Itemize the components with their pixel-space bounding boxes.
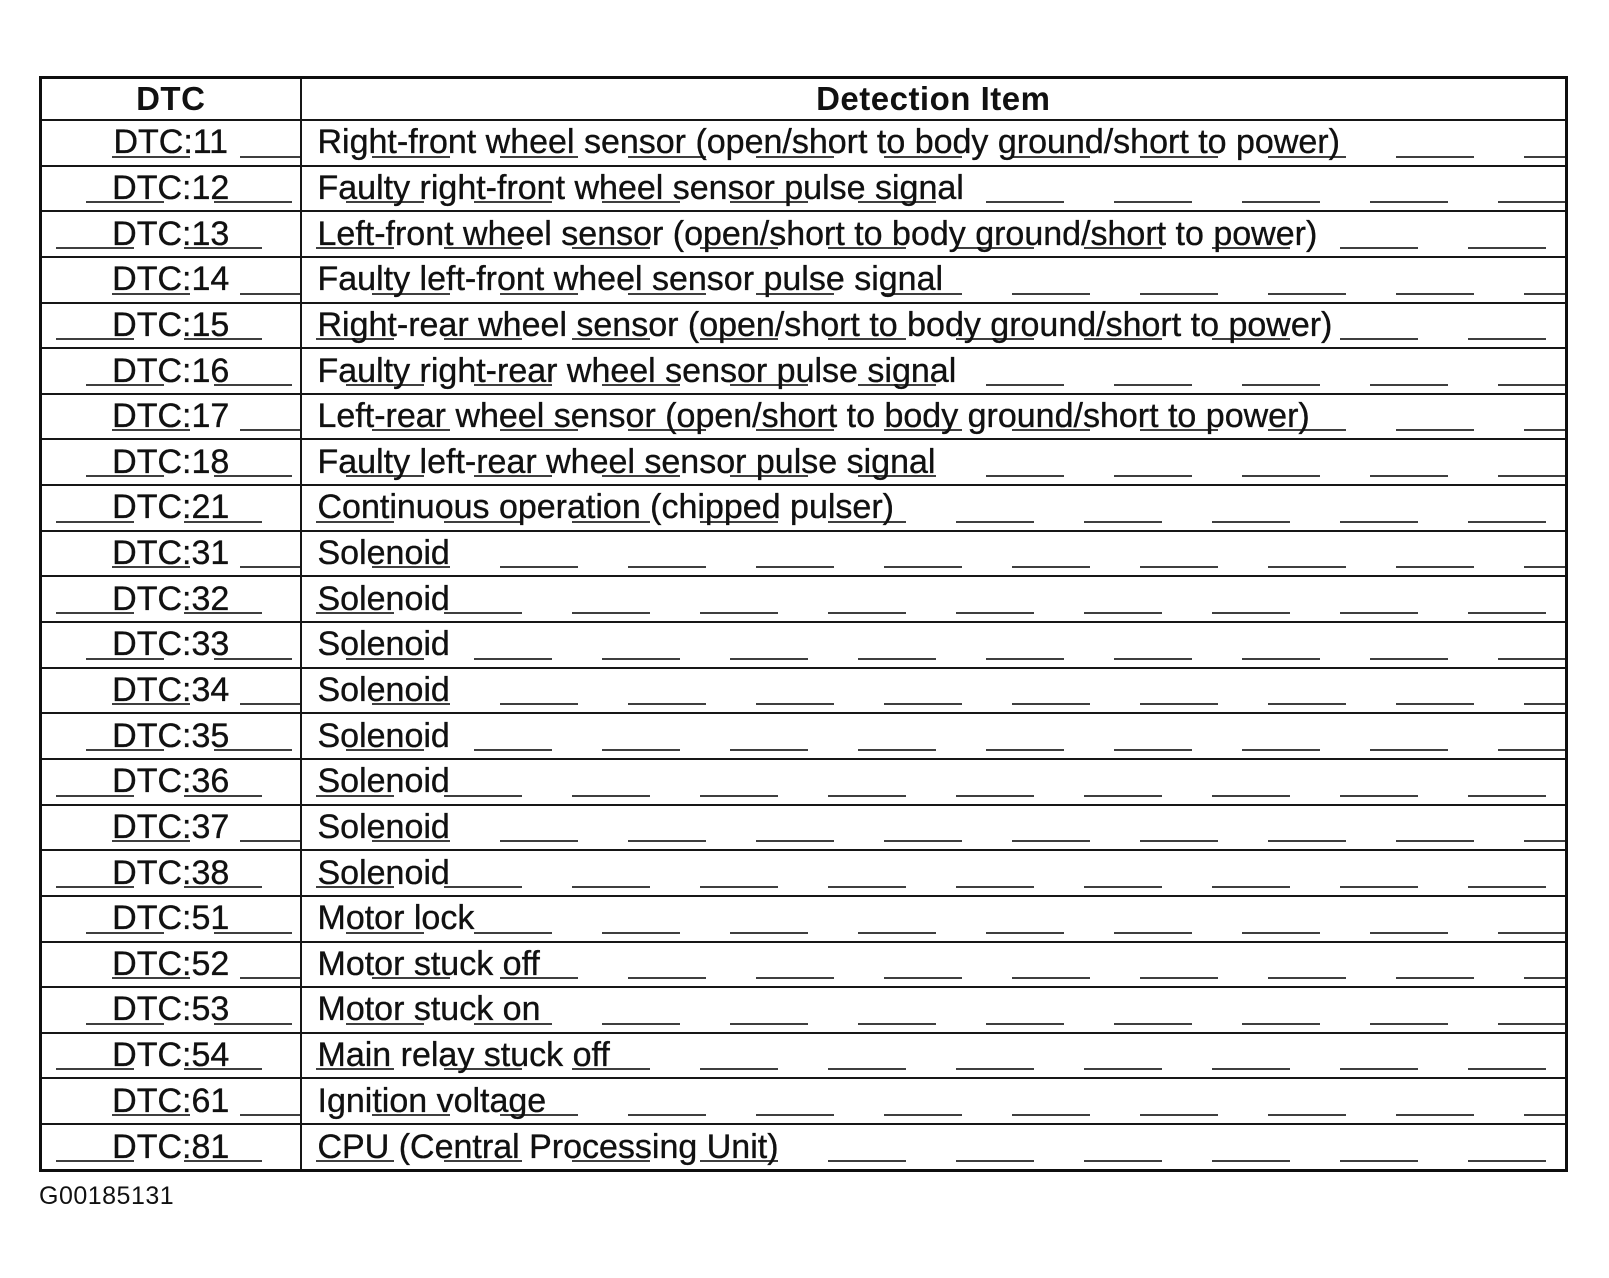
dtc-code-cell: DTC:18	[41, 439, 301, 485]
detection-item-cell: Solenoid	[301, 531, 1567, 577]
table-row	[41, 394, 1567, 440]
table-row	[41, 896, 1567, 942]
table-row	[41, 713, 1567, 759]
table-row	[41, 576, 1567, 622]
table-row	[41, 485, 1567, 531]
detection-item-cell: Solenoid	[301, 805, 1567, 851]
dtc-code-cell: DTC:51	[41, 896, 301, 942]
dtc-code-cell: DTC:35	[41, 713, 301, 759]
detection-item-cell: Solenoid	[301, 850, 1567, 896]
table-row	[41, 1033, 1567, 1079]
detection-item-cell: Motor stuck on	[301, 987, 1567, 1033]
detection-item-cell: Solenoid	[301, 576, 1567, 622]
detection-item-cell: Solenoid	[301, 622, 1567, 668]
dtc-code-cell: DTC:38	[41, 850, 301, 896]
table-row	[41, 942, 1567, 988]
dtc-code-cell: DTC:81	[41, 1124, 301, 1170]
table-row	[41, 439, 1567, 485]
table-row	[41, 759, 1567, 805]
table-row	[41, 622, 1567, 668]
dtc-code-cell: DTC:33	[41, 622, 301, 668]
detection-item-cell: Solenoid	[301, 713, 1567, 759]
dtc-code-cell: DTC:54	[41, 1033, 301, 1079]
dtc-code-cell: DTC:12	[41, 166, 301, 212]
column-header-dtc: DTC	[41, 78, 301, 121]
dtc-code-cell: DTC:31	[41, 531, 301, 577]
dtc-code-cell: DTC:52	[41, 942, 301, 988]
detection-item-cell: Left-rear wheel sensor (open/short to body ground/short to power)	[301, 394, 1567, 440]
detection-item-cell: Left-front wheel sensor (open/short to body ground/short to power)	[301, 211, 1567, 257]
table-row	[41, 348, 1567, 394]
dtc-code-cell: DTC:37	[41, 805, 301, 851]
table-row	[41, 257, 1567, 303]
column-header-detection-item: Detection Item	[301, 78, 1567, 121]
detection-item-cell: Ignition voltage	[301, 1078, 1567, 1124]
dtc-code-cell: DTC:36	[41, 759, 301, 805]
table-row	[41, 211, 1567, 257]
table-row	[41, 120, 1567, 166]
detection-item-cell: Right-rear wheel sensor (open/short to body ground/short to power)	[301, 303, 1567, 349]
table-row	[41, 987, 1567, 1033]
dtc-code-cell: DTC:11	[41, 120, 301, 166]
table-row	[41, 805, 1567, 851]
dtc-code-cell: DTC:61	[41, 1078, 301, 1124]
table-row	[41, 850, 1567, 896]
table-header-row	[41, 78, 1567, 121]
detection-item-cell: Faulty left-rear wheel sensor pulse signal	[301, 439, 1567, 485]
detection-item-cell: CPU (Central Processing Unit)	[301, 1124, 1567, 1170]
dtc-code-cell: DTC:34	[41, 668, 301, 714]
dtc-code-cell: DTC:53	[41, 987, 301, 1033]
dtc-code-cell: DTC:14	[41, 257, 301, 303]
detection-item-cell: Right-front wheel sensor (open/short to body ground/short to power)	[301, 120, 1567, 166]
dtc-code-cell: DTC:21	[41, 485, 301, 531]
detection-item-cell: Solenoid	[301, 759, 1567, 805]
table-row	[41, 1078, 1567, 1124]
figure-id-caption: G00185131	[39, 1182, 175, 1210]
table-row	[41, 668, 1567, 714]
detection-item-cell: Main relay stuck off	[301, 1033, 1567, 1079]
detection-item-cell: Motor lock	[301, 896, 1567, 942]
detection-item-cell: Faulty left-front wheel sensor pulse signal	[301, 257, 1567, 303]
table-row	[41, 1124, 1567, 1170]
dtc-table	[39, 76, 1568, 1172]
dtc-code-cell: DTC:13	[41, 211, 301, 257]
dtc-code-cell: DTC:17	[41, 394, 301, 440]
dtc-code-cell: DTC:16	[41, 348, 301, 394]
detection-item-cell: Faulty right-front wheel sensor pulse signal	[301, 166, 1567, 212]
detection-item-cell: Solenoid	[301, 668, 1567, 714]
detection-item-cell: Faulty right-rear wheel sensor pulse signal	[301, 348, 1567, 394]
table-row	[41, 303, 1567, 349]
table-row	[41, 166, 1567, 212]
detection-item-cell: Continuous operation (chipped pulser)	[301, 485, 1567, 531]
dtc-code-cell: DTC:32	[41, 576, 301, 622]
dtc-code-cell: DTC:15	[41, 303, 301, 349]
detection-item-cell: Motor stuck off	[301, 942, 1567, 988]
table-row	[41, 531, 1567, 577]
